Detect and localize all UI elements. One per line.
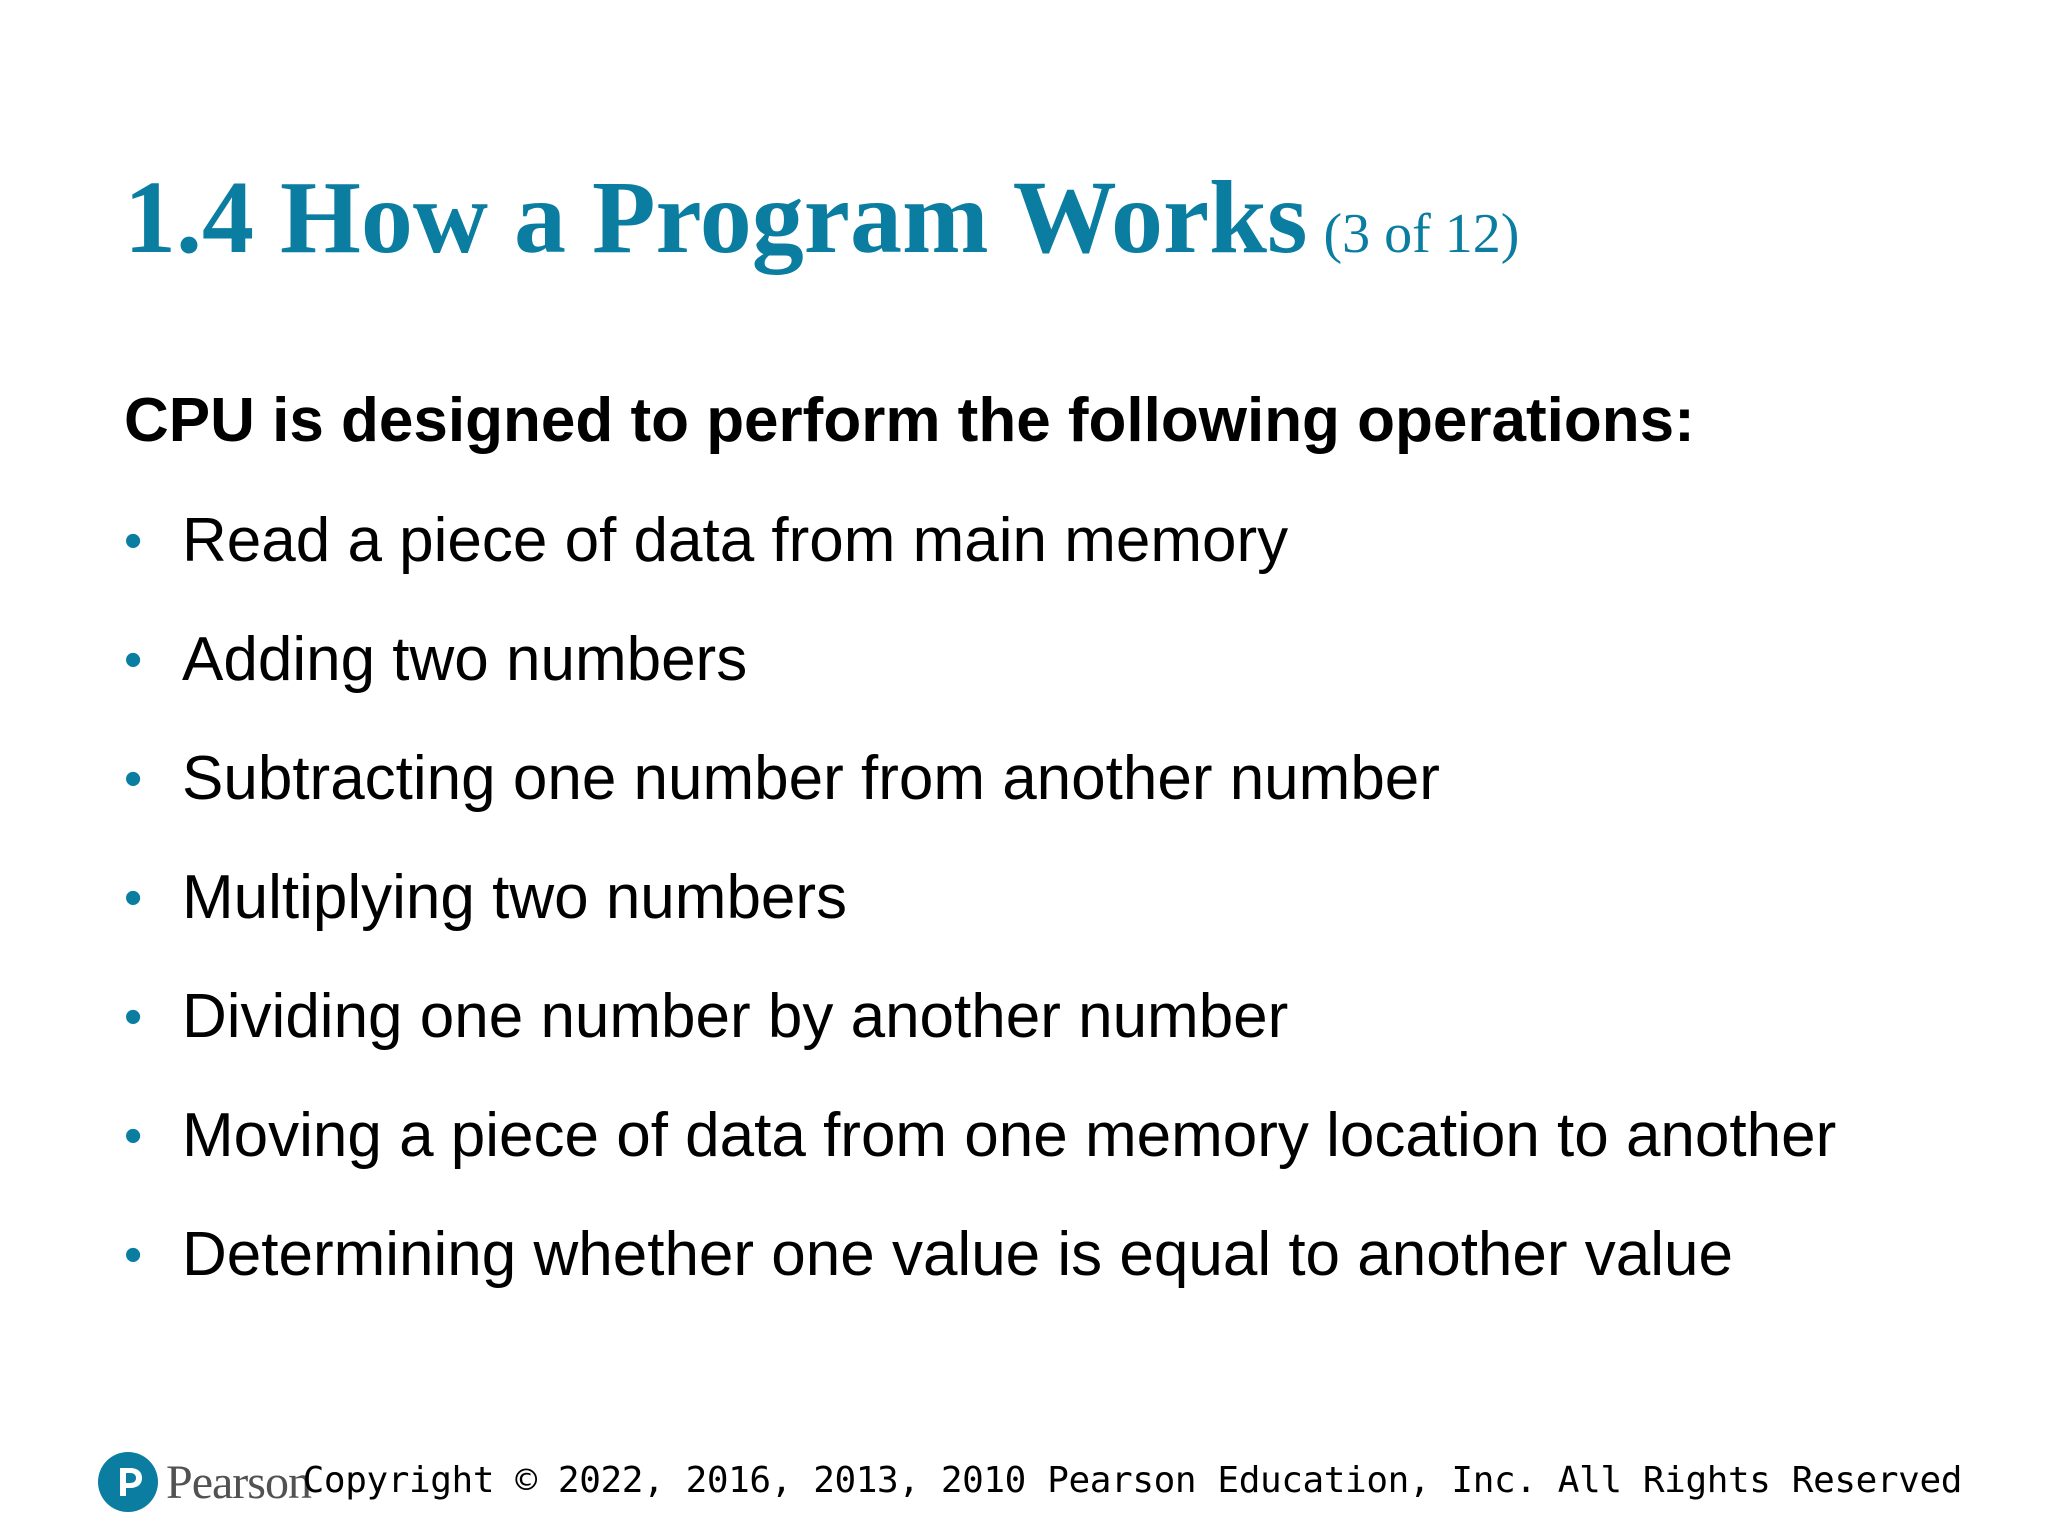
bullet-text: Dividing one number by another number — [182, 982, 1289, 1051]
pearson-logo — [98, 1452, 311, 1512]
bullet-dot-icon: • — [124, 869, 143, 927]
list-item — [124, 860, 1836, 979]
copyright-text: Copyright © 2022, 2016, 2013, 2010 Pearson Education, Inc. All Rights Reserved — [302, 1460, 1962, 1501]
bullet-dot-icon: • — [124, 631, 143, 689]
slide-counter: (3 of 12) — [1323, 203, 1520, 265]
bullet-text: Determining whether one value is equal to another value — [182, 1220, 1733, 1289]
bullet-text: Subtracting one number from another number — [182, 744, 1440, 813]
bullet-text: Moving a piece of data from one memory location to another — [182, 1101, 1837, 1170]
pearson-logo-icon — [98, 1452, 158, 1512]
bullet-list — [124, 503, 1836, 1336]
list-item — [124, 622, 1836, 741]
bullet-dot-icon: • — [124, 1226, 143, 1284]
list-item — [124, 1217, 1836, 1336]
pearson-logo-text: Pearson — [166, 1455, 311, 1509]
bullet-dot-icon: • — [124, 988, 143, 1046]
bullet-text: Adding two numbers — [182, 625, 748, 694]
bullet-dot-icon: • — [124, 512, 143, 570]
list-item — [124, 979, 1836, 1098]
bullet-text: Multiplying two numbers — [182, 863, 848, 932]
list-item — [124, 503, 1836, 622]
slide-title — [124, 158, 1519, 278]
bullet-dot-icon: • — [124, 1107, 143, 1165]
slide-title-text: 1.4 How a Program Works — [124, 160, 1308, 275]
bullet-text: Read a piece of data from main memory — [182, 506, 1289, 575]
list-item — [124, 1098, 1836, 1217]
bullet-dot-icon: • — [124, 750, 143, 808]
intro-text: CPU is designed to perform the following operations: — [124, 386, 1695, 455]
list-item — [124, 741, 1836, 860]
